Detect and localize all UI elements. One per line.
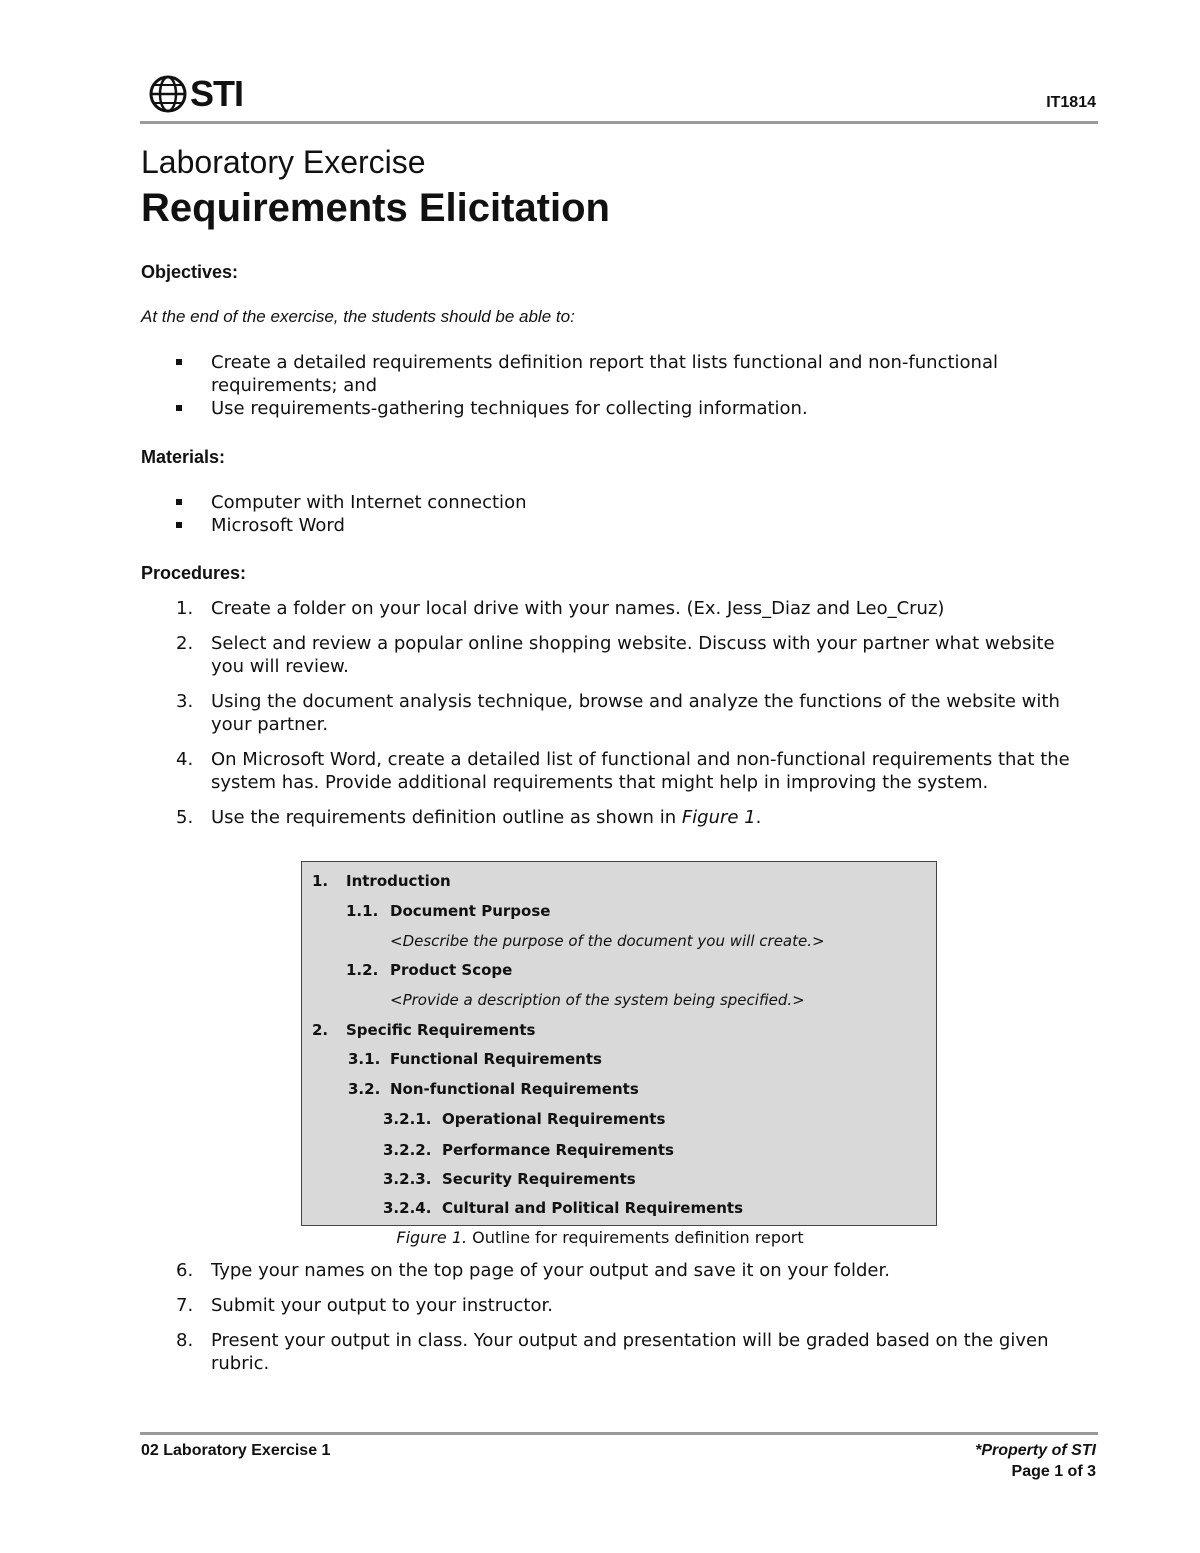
bullet xyxy=(176,522,182,528)
procedures-list-b xyxy=(0,1259,1200,1387)
bullet xyxy=(176,359,182,365)
list-item: Microsoft Word xyxy=(0,514,1091,537)
procedure-step: 5. Use the requirements definition outline as shown in Figure 1. xyxy=(176,807,762,828)
outline-num: 3.2.2. xyxy=(383,1141,432,1159)
procedure-step: 4. On Microsoft Word, create a detailed list of functional and non-functional requirements that the system has. Provide additional requirements that might help in improving the system. xyxy=(176,749,1070,793)
outline-num: 1.1. xyxy=(346,902,379,920)
outline-num: 1. xyxy=(312,872,329,890)
outline-description: <Provide a description of the system being specified.> xyxy=(390,991,805,1009)
logo-text: STI xyxy=(190,73,244,114)
outline-num: 3.1. xyxy=(348,1050,381,1068)
outline-heading: Non-functional Requirements xyxy=(390,1080,639,1098)
header-divider xyxy=(140,121,1098,124)
outline-heading: Specific Requirements xyxy=(346,1021,536,1039)
page-title: Requirements Elicitation xyxy=(141,186,610,230)
outline-heading: Security Requirements xyxy=(442,1170,636,1188)
objectives-intro: At the end of the exercise, the students should be able to: xyxy=(141,307,575,326)
outline-num: 2. xyxy=(312,1021,329,1039)
objectives-heading: Objectives: xyxy=(141,262,239,282)
bullet xyxy=(176,499,182,505)
page-subtitle: Laboratory Exercise xyxy=(141,144,426,180)
outline-heading: Introduction xyxy=(346,872,451,890)
outline-num: 3.2. xyxy=(348,1080,381,1098)
bullet xyxy=(176,405,182,411)
footer-document-name: 02 Laboratory Exercise 1 xyxy=(141,1442,331,1459)
procedures-heading: Procedures: xyxy=(141,563,247,583)
course-code: IT1814 xyxy=(1046,94,1096,111)
list-item: Computer with Internet connection xyxy=(0,491,1091,514)
figure-caption: Figure 1. Outline for requirements definition report xyxy=(396,1228,804,1247)
footer-right xyxy=(975,1440,1096,1482)
globe-icon xyxy=(148,74,188,114)
sti-logo xyxy=(148,72,248,116)
materials-heading: Materials: xyxy=(141,447,226,467)
procedure-step: 7. Submit your output to your instructor. xyxy=(176,1295,553,1316)
outline-heading: Operational Requirements xyxy=(442,1110,666,1128)
procedure-step: 8. Present your output in class. Your output and presentation will be graded based on the given rubric. xyxy=(176,1330,1049,1374)
figure-outline-box xyxy=(301,861,937,1226)
outline-num: 3.2.3. xyxy=(383,1170,432,1188)
materials-list xyxy=(0,491,1200,537)
procedure-step: 1. Create a folder on your local drive with your names. (Ex. Jess_Diaz and Leo_Cruz) xyxy=(176,598,945,619)
footer-divider xyxy=(140,1432,1098,1435)
page-number: Page 1 of 3 xyxy=(1011,1463,1096,1480)
property-notice: *Property of STI xyxy=(975,1442,1096,1459)
outline-heading: Cultural and Political Requirements xyxy=(442,1199,744,1217)
procedures-list-a xyxy=(0,597,1200,841)
outline-heading: Performance Requirements xyxy=(442,1141,674,1159)
list-item: Create a detailed requirements definition report that lists functional and non-functional requirements; and xyxy=(0,351,1091,397)
list-item: Use requirements-gathering techniques for collecting information. xyxy=(0,397,1091,420)
outline-heading: Functional Requirements xyxy=(390,1050,602,1068)
outline-num: 3.2.1. xyxy=(383,1110,432,1128)
figure-reference: Figure 1 xyxy=(681,807,756,828)
objectives-list xyxy=(0,351,1200,420)
outline-num: 1.2. xyxy=(346,961,379,979)
outline-heading: Product Scope xyxy=(390,961,513,979)
procedure-step: 2. Select and review a popular online shopping website. Discuss with your partner what website you will review. xyxy=(176,633,1055,677)
procedure-step: 6. Type your names on the top page of your output and save it on your folder. xyxy=(176,1260,890,1281)
outline-num: 3.2.4. xyxy=(383,1199,432,1217)
procedure-step: 3. Using the document analysis technique, browse and analyze the functions of the website with your partner. xyxy=(176,691,1060,735)
outline-heading: Document Purpose xyxy=(390,902,551,920)
outline-description: <Describe the purpose of the document you will create.> xyxy=(390,932,825,950)
